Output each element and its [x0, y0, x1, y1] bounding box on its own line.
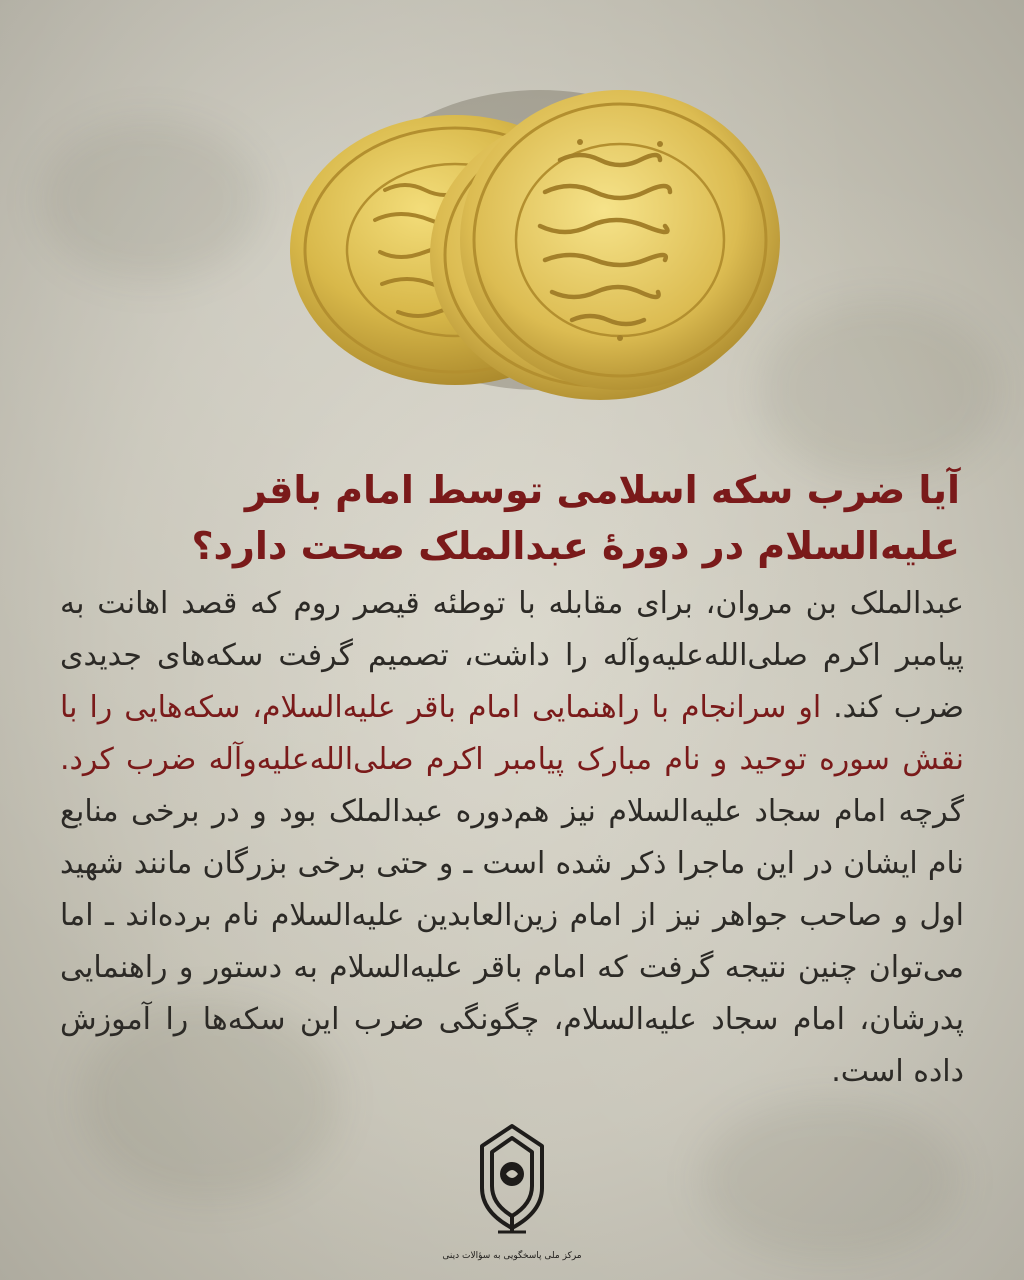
body-text: گرچه امام سجاد علیه‌السلام نیز هم‌دوره عبدالملک بود و در برخی منابع نام ایشان در این ماجرا ذکر شده است ـ و حتی برخی بزرگان مانند شهید اول و صاحب جواهر نیز از امام زین‌العابدین علیه‌السلام نام برده‌اند ـ اما می‌توان چنین نتیجه گرفت که امام باقر علیه‌السلام به دستور و راهنمایی پدرشان، امام سجاد علیه‌السلام، چگونگی ضرب این سکه‌ها را آموزش داده است. [60, 794, 964, 1089]
article-title: آیا ضرب سکه اسلامی توسط امام باقر علیه‌السلام در دورۀ عبدالملک صحت دارد؟ [191, 468, 960, 568]
paper-stain [700, 1100, 960, 1260]
article-body [60, 578, 964, 1098]
paper-stain [40, 120, 260, 280]
body-text: عبدالملک بن مروان، برای مقابله با توطئه قیصر روم که قصد اهانت به پیامبر اکرم صلی‌الله‌علیه‌وآله را داشت، تصمیم گرفت سکه‌های جدیدی ضرب کند. [60, 586, 964, 725]
body-highlight: او سرانجام با راهنمایی امام باقر علیه‌السلام، سکه‌هایی را با نقش سوره توحید و نام مبارک پیامبر اکرم صلی‌الله‌علیه‌وآله ضرب کرد. [60, 690, 964, 777]
paper-stain [760, 300, 1000, 480]
front-coin [460, 90, 780, 390]
logo-caption: مرکز ملی پاسخگویی به سؤالات دینی [442, 1251, 582, 1261]
institute-logo-icon [442, 1120, 582, 1270]
gold-dinar-coins [290, 40, 780, 400]
